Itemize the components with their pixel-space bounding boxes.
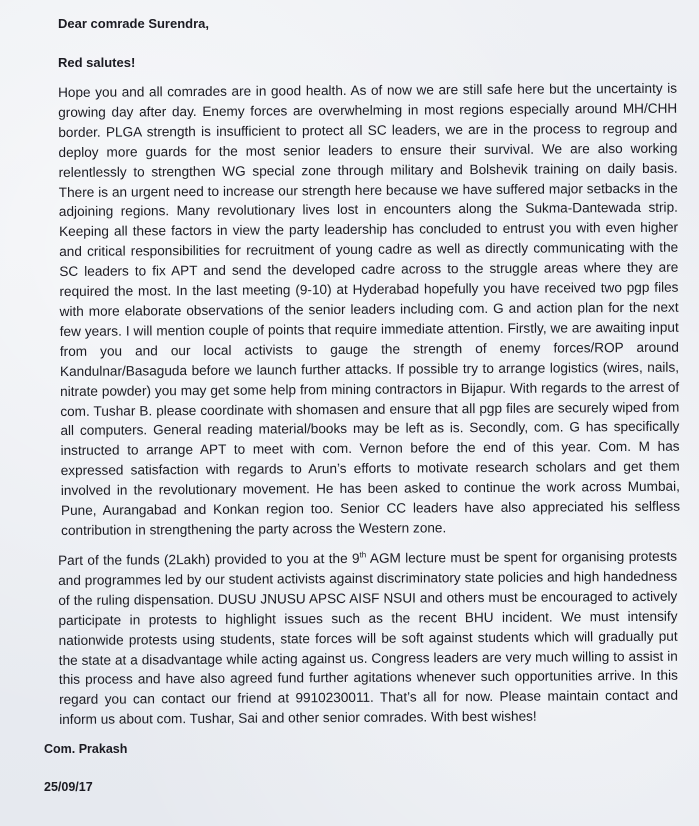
letter-signature: Com. Prakash <box>44 742 128 756</box>
letter-salute: Red salutes! <box>58 55 136 70</box>
ordinal-suffix: th <box>359 550 367 560</box>
letter-date: 25/09/17 <box>44 780 93 794</box>
paragraph-2-text-after: AGM lecture must be spent for organising protests and programmes led by our student activists against discriminatory state policies and high handedness of the ruling dispensation. DUSU JNUSU APSC AISF NSUI and others must be encouraged to actively participate in protests to highlight issues such as the recent BHU incident. We must intensify nationwide protests using students, state forces will be soft against students which will gradually put the state at a disadvantage while acting against us. Congress leaders are very much willing to assist in this process and have also agreed fund further agitations whenever such opportunities arrive. In this regard you can contact our friend at 9910230011. That’s all for now. Please maintain contact and inform us about com. Tushar, Sai and other senior comrades. With best wishes! <box>58 548 679 728</box>
letter-paragraph-2 <box>58 547 678 730</box>
letter-paragraph-1: Hope you and all comrades are in good health. As of now we are still safe here but the uncertainty is growing day after day. Enemy forces are overwhelming in most regions especially around MH/CHH border. PLGA strength is insufficient to protect all SC leaders, we are in the process to regroup and deploy more guards for the most senior leaders to ensure their survival. We are also working relentlessly to strengthen WG special zone through military and Bolshevik training on daily basis. There is an urgent need to increase our strength here because we have suffered major setbacks in the adjoining regions. Many revolutionary lives lost in encounters along the Sukma-Dantewada strip. Keeping all these factors in view the party leadership has concluded to entrust you with even higher and critical responsibilities for recruitment of young cadre as well as directly communicating with the SC leaders to fix APT and send the developed cadre across to the struggle areas where they are required the most. In the last meeting (9-10) at Hyderabad hopefully you have received two pgp files with more elaborate observations of the senior leaders including com. G and action plan for the next few years. I will mention couple of points that require immediate attention. Firstly, we are awaiting input from you and our local activists to gauge the strength of enemy forces/ROP around Kandulnar/Basaguda before we launch further attacks. If possible try to arrange logistics (wires, nails, nitrate powder) you may get some help from mining contractors in Bijapur. With regards to the arrest of com. Tushar B. please coordinate with shomasen and ensure that all pgp files are securely wiped from all computers. General reading material/books may be left as is. Secondly, com. G has specifically instructed to arrange APT to meet with com. Vernon before the end of this year. Com. M has expressed satisfaction with regards to Arun’s efforts to motivate research scholars and get them involved in the revolutionary movement. He has been asked to continue the work across Mumbai, Pune, Aurangabad and Konkan region too. Senior CC leaders have also appreciated his selfless contribution in strengthening the party across the Western zone. <box>58 80 681 538</box>
paragraph-2-text-before: Part of the funds (2Lakh) provided to you at the 9 <box>58 550 360 568</box>
letter-greeting: Dear comrade Surendra, <box>58 16 210 31</box>
